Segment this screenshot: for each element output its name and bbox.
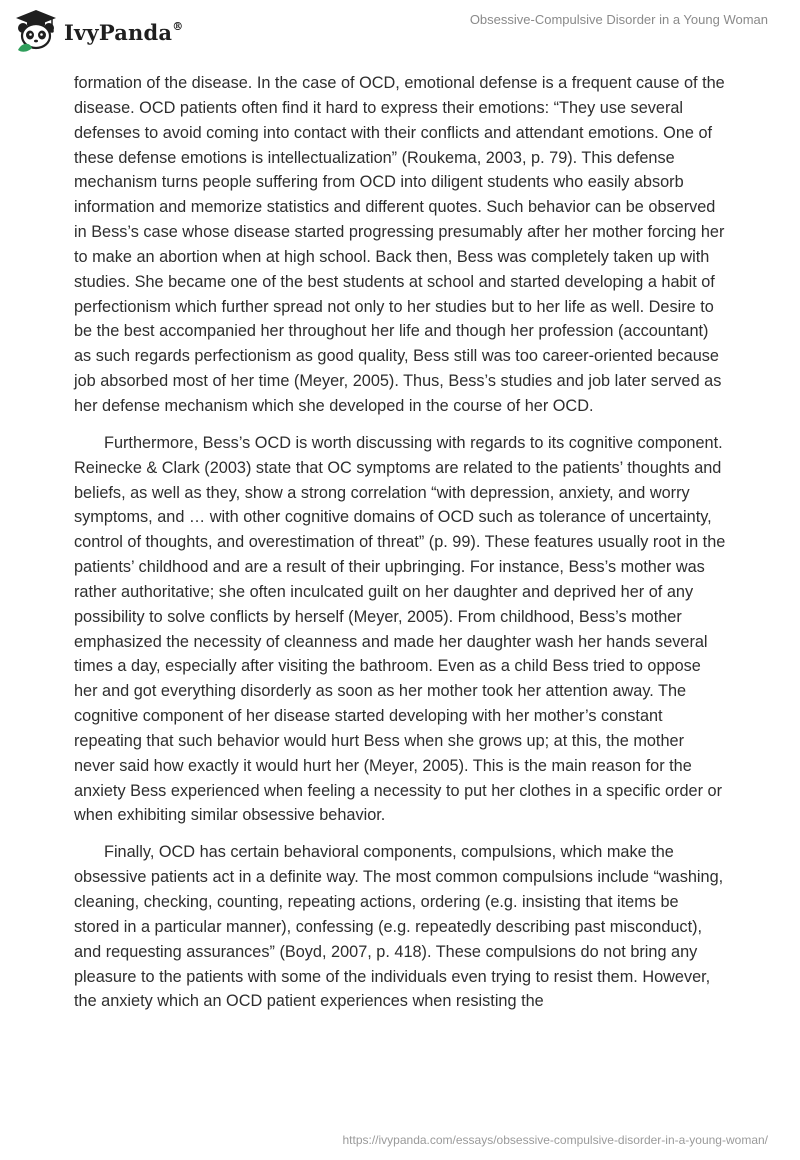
paragraph-1: formation of the disease. In the case of OCD, emotional defense is a frequent cause of the disease. OCD patients often find it hard to express their emotions: “They use several defenses to avoid coming into contact with their conflicts and attendant emotions. One of these defense emotions is intellectualization” (Roukema, 2003, p. 79). This defense mechanism turns people suffering from OCD into diligent students who easily absorb information and memorize statistics and different quotes. Such behavior can be observed in Bess’s case whose disease started progressing presumably after her mother forcing her to make an abortion when at high school. Back then, Bess was completely taken up with studies. She became one of the best students at school and started developing a habit of perfectionism which further spread not only to her studies but to her life as well. Desire to be the best accompanied her throughout her life and though her profession (accountant) as such regards perfectionism as good quality, Bess still was too career-oriented because job absorbed most of her time (Meyer, 2005). Thus, Bess’s studies and job later served as her defense mechanism which she developed in the course of her OCD. [74, 74, 725, 415]
logo-text: IvyPanda [64, 19, 173, 45]
source-url[interactable]: https://ivypanda.com/essays/obsessive-compulsive-disorder-in-a-young-woman/ [342, 1133, 768, 1147]
essay-body [74, 71, 728, 1026]
page-header [0, 0, 800, 64]
logo-wordmark [64, 20, 183, 45]
ivypanda-logo[interactable] [14, 8, 183, 54]
panda-graduate-icon [14, 8, 58, 54]
registered-mark: ® [172, 19, 184, 33]
paragraph-2: Furthermore, Bess’s OCD is worth discussing with regards to its cognitive component. Reinecke & Clark (2003) state that OC symptoms are related to the patients’ thoughts and beliefs, as well as they, show a strong correlation “with depression, anxiety, and worry symptoms, and … with other cognitive domains of OCD such as tolerance of uncertainty, control of thoughts, and overestimation of threat” (p. 99). These features usually root in the patients’ childhood and are a result of their upbringing. For instance, Bess’s mother was rather authoritative; she often inculcated guilt on her daughter and deprived her of any possibility to solve conflicts by herself (Meyer, 2005). From childhood, Bess’s mother emphasized the necessity of cleanness and made her daughter wash her hands several times a day, especially after visiting the bathroom. Even as a child Bess tried to oppose her and got everything disorderly as soon as her mother took her attention away. The cognitive component of her disease started developing with her mother’s constant repeating that such behavior would hurt Bess when she grows up; at this, the mother never said how exactly it would hurt her (Meyer, 2005). This is the main reason for the anxiety Bess experienced when feeling a necessity to put her clothes in a specific order or when exhibiting similar obsessive behavior. [74, 433, 726, 825]
paragraph-3: Finally, OCD has certain behavioral components, compulsions, which make the obsessive patients act in a definite way. The most common compulsions include “washing, cleaning, checking, counting, repeating actions, ordering (e.g. insisting that items be stored in a particular manner), confessing (e.g. repeatedly describing past misconduct), and requesting assurances” (Boyd, 2007, p. 418). These compulsions do not bring any pleasure to the patients with some of the individuals even trying to resist them. However, the anxiety which an OCD patient experiences when resisting the [74, 843, 724, 1011]
document-title: Obsessive-Compulsive Disorder in a Young Woman [469, 12, 768, 27]
